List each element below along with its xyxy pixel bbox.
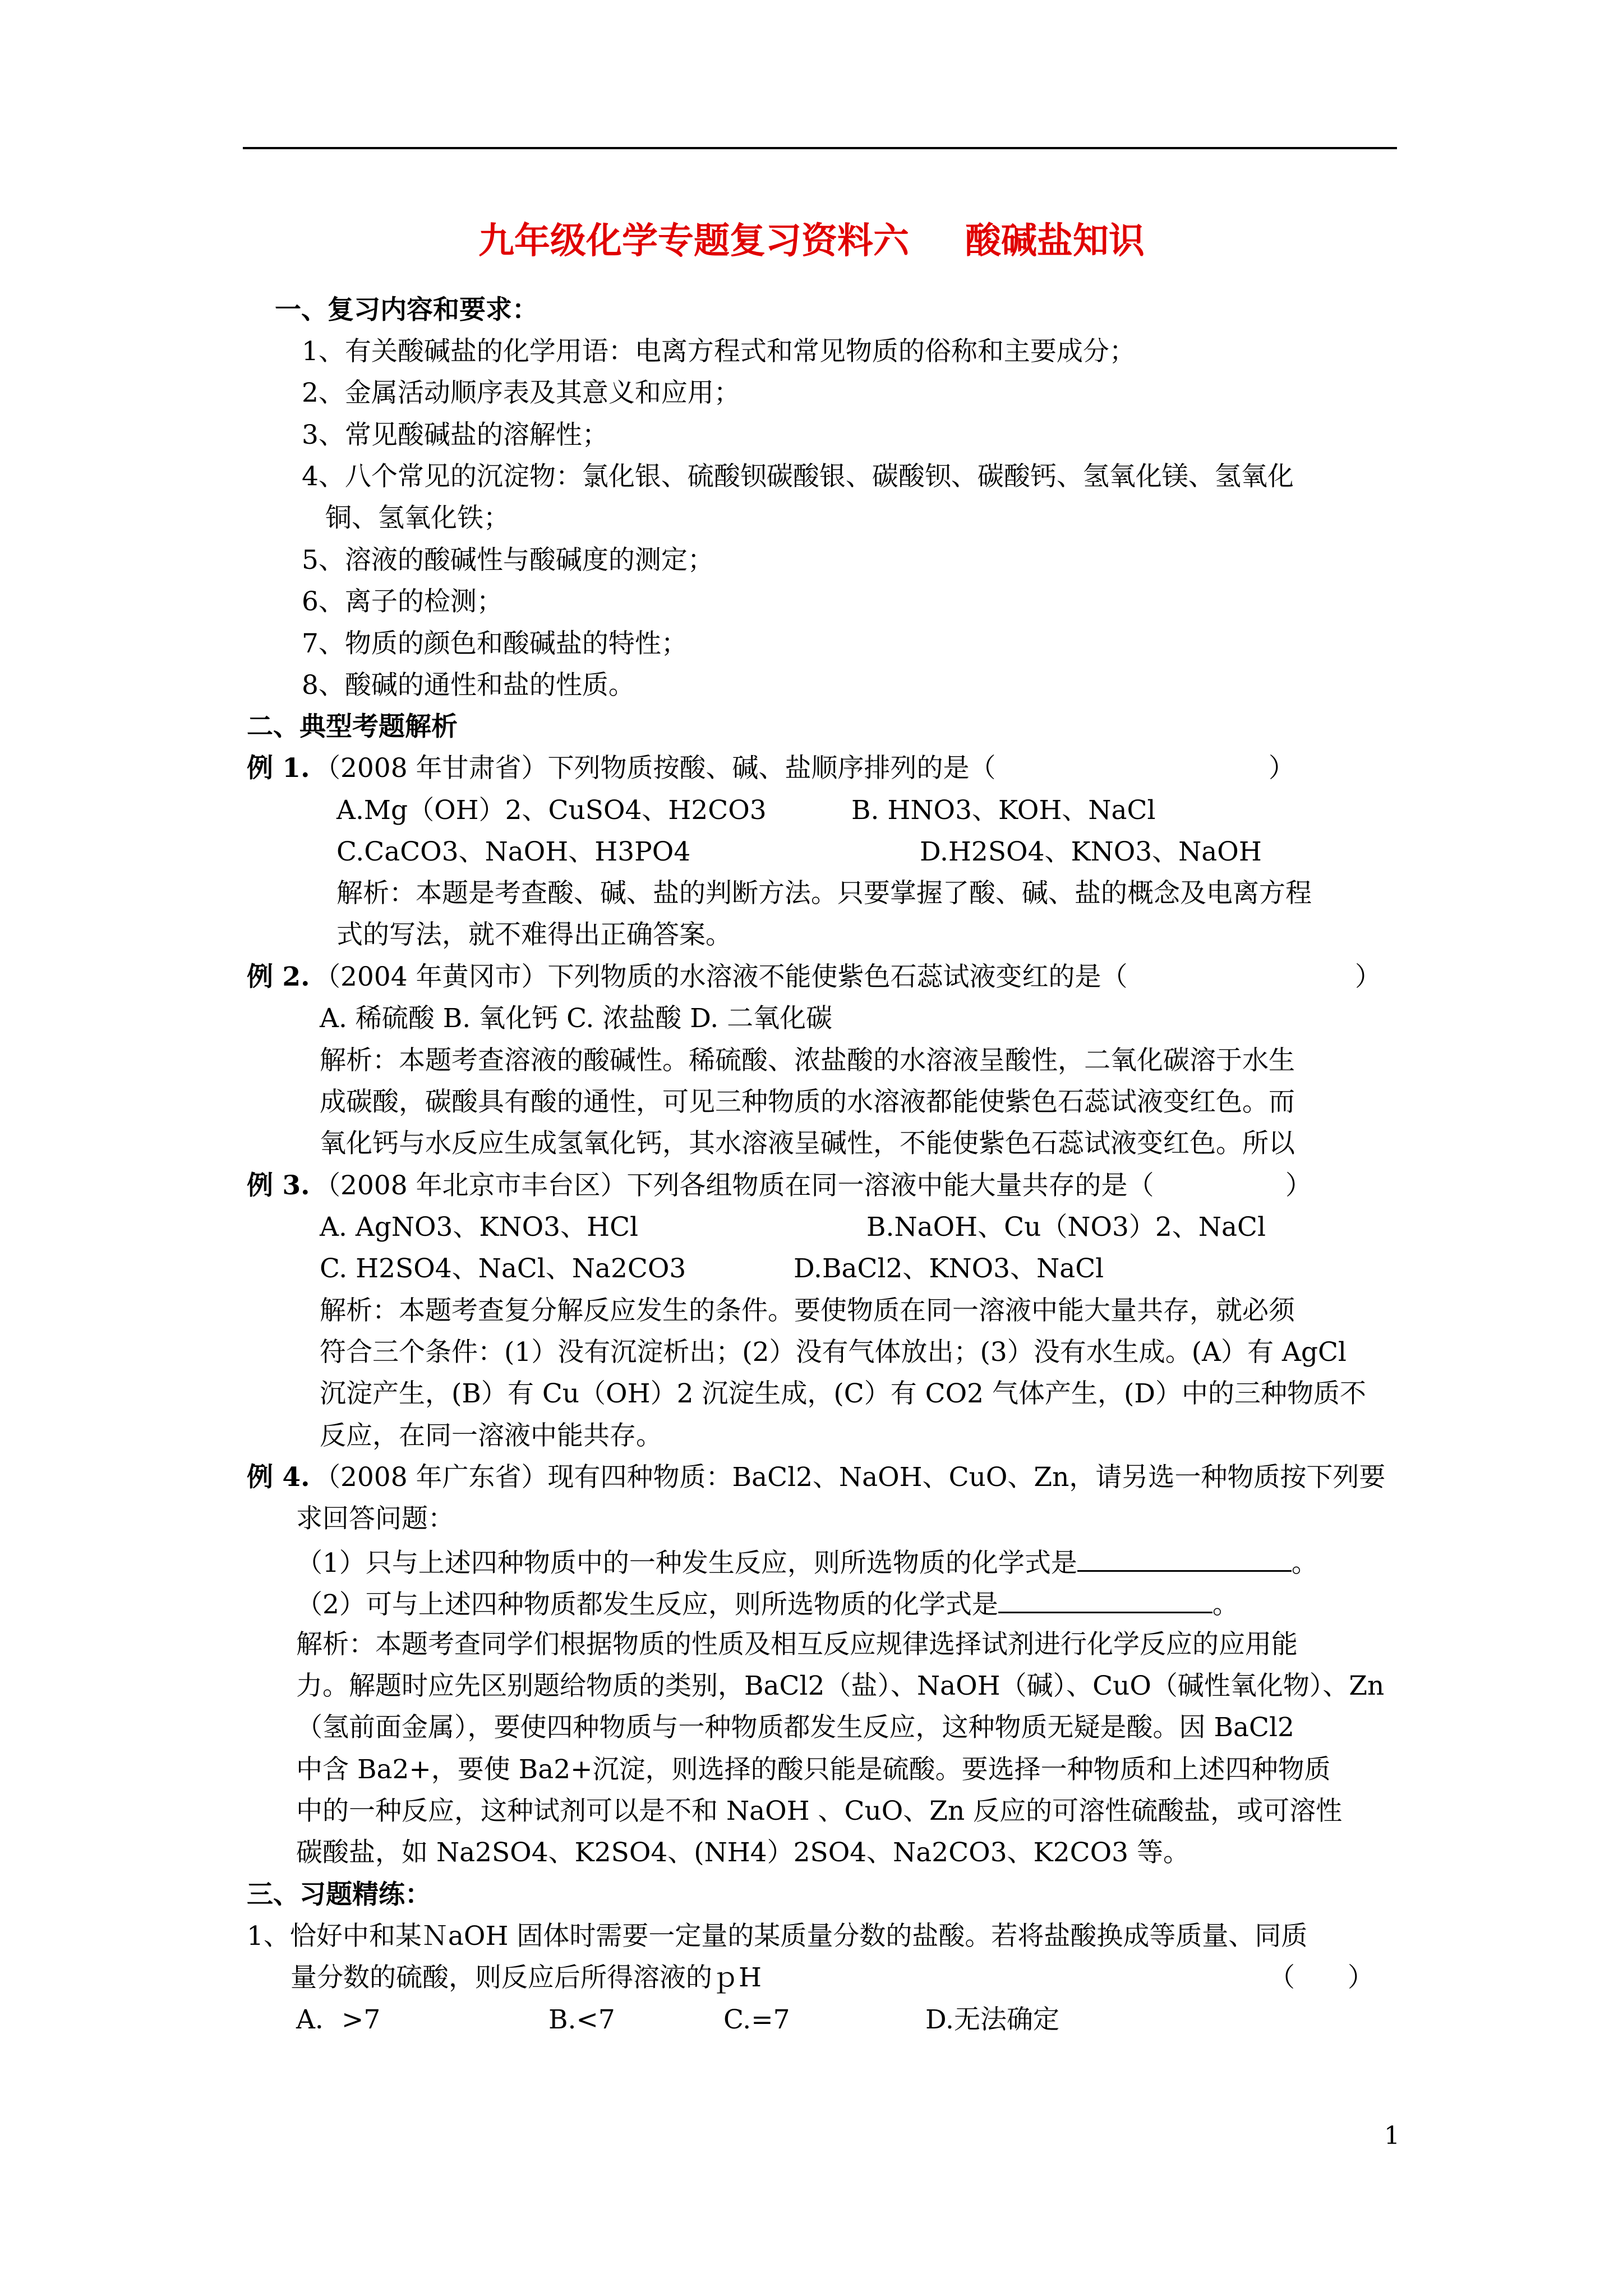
example2-analysis: 成碳酸，碳酸具有酸的通性，可见三种物质的水溶液都能使紫色石蕊试液变红色。而 xyxy=(320,1087,1295,1117)
example4-label: 例 4. xyxy=(247,1462,310,1493)
example4-sub2 xyxy=(296,1582,1239,1625)
section1-item: 8、酸碱的通性和盐的性质。 xyxy=(302,670,635,701)
answer-blank-2[interactable] xyxy=(998,1582,1212,1613)
section1-item: 3、常见酸碱盐的溶解性； xyxy=(302,420,608,450)
example2-analysis: 氧化钙与水反应生成氢氧化钙，其水溶液呈碱性，不能使紫色石蕊试液变红色。所以 xyxy=(320,1128,1295,1159)
example4-analysis: （氢前面金属），要使四种物质与一种物质都发生反应，这种物质无疑是酸。因 BaCl2 xyxy=(296,1712,1294,1743)
example2-label: 例 2. xyxy=(247,961,310,992)
section1-item: 2、金属活动顺序表及其意义和应用； xyxy=(302,378,740,408)
example3-analysis: 符合三个条件：(1）没有沉淀析出；(2）没有气体放出；(3）没有水生成。(A）有 AgCl xyxy=(320,1337,1347,1368)
section1-item: 铜、氢氧化铁； xyxy=(325,503,510,533)
exercise1-option-a: A．>7 xyxy=(296,2004,381,2035)
example1-option-d: D.H2SO4、KNO3、NaOH xyxy=(920,836,1262,867)
example4-question: （2008 年广东省）现有四种物质：BaCl2、NaOH、CuO、Zn，请另选一种物质按下列要 xyxy=(314,1462,1386,1493)
example3-question: （2008 年北京市丰台区）下列各组物质在同一溶液中能大量共存的是（ xyxy=(314,1170,1154,1201)
example2-question: （2004 年黄冈市）下列物质的水溶液不能使紫色石蕊试液变红的是（ xyxy=(314,961,1128,992)
example4-analysis: 解析：本题考查同学们根据物质的性质及相互反应规律选择试剂进行化学反应的应用能 xyxy=(296,1629,1298,1660)
example3-option-d: D.BaCl2、KNO3、NaCl xyxy=(794,1253,1104,1284)
section1-item: 7、物质的颜色和酸碱盐的特性； xyxy=(302,628,688,659)
example1-option-b: B. HNO3、KOH、NaCl xyxy=(851,795,1156,826)
example4-analysis: 碳酸盐，如 Na2SO4、K2SO4、(NH4）2SO4、Na2CO3、K2CO3 等。 xyxy=(296,1837,1189,1868)
example3-option-c: C. H2SO4、NaCl、Na2CO3 xyxy=(320,1253,686,1284)
exercise1-option-c: C.=7 xyxy=(723,2004,790,2035)
example4-question: 求回答问题： xyxy=(296,1503,454,1534)
exercise1-answer-paren: （ ） xyxy=(1269,1962,1374,1993)
exercise1-option-d: D.无法确定 xyxy=(925,2004,1059,2035)
example4-sub2-end: 。 xyxy=(1212,1589,1239,1620)
title-main: 九年级化学专题复习资料六 xyxy=(478,220,909,262)
example3-option-b: B.NaOH、Cu（NO3）2、NaCl xyxy=(866,1212,1266,1243)
exercise1-option-b: B.<7 xyxy=(548,2004,615,2035)
example1-analysis: 式的写法，就不难得出正确答案。 xyxy=(336,919,732,950)
example4-analysis: 中含 Ba2+，要使 Ba2+沉淀，则选择的酸只能是硫酸。要选择一种物质和上述四种物质 xyxy=(296,1754,1331,1785)
example3-analysis: 反应，在同一溶液中能共存。 xyxy=(320,1420,662,1451)
title-topic: 酸碱盐知识 xyxy=(965,220,1145,262)
example4-sub1-text: （1）只与上述四种物质中的一种发生反应，则所选物质的化学式是 xyxy=(296,1548,1077,1579)
example1-option-c: C.CaCO3、NaOH、H3PO4 xyxy=(336,836,691,867)
exercise1-question: 1、恰好中和某ＮaOH 固体时需要一定量的某质量分数的盐酸。若将盐酸换成等质量、同质 xyxy=(247,1921,1308,1952)
section1-item: 1、有关酸碱盐的化学用语：电离方程式和常见物质的俗称和主要成分； xyxy=(302,336,1136,367)
example4-sub1 xyxy=(296,1541,1318,1584)
section1-item: 4、八个常见的沉淀物：氯化银、硫酸钡碳酸银、碳酸钡、碳酸钙、氢氧化镁、氢氧化 xyxy=(302,461,1294,492)
example4-sub1-end: 。 xyxy=(1291,1548,1318,1579)
exercise1-question: 量分数的硫酸，则反应后所得溶液的ｐH xyxy=(291,1962,762,1993)
section1-item: 5、溶液的酸碱性与酸碱度的测定； xyxy=(302,545,714,576)
section2-heading: 二、典型考题解析 xyxy=(247,711,458,742)
example1-option-a: A.Mg（OH）2、CuSO4、H2CO3 xyxy=(336,795,767,826)
answer-blank-1[interactable] xyxy=(1077,1541,1292,1572)
page-title xyxy=(0,216,1623,266)
example1-paren-close: ） xyxy=(1269,753,1295,784)
example4-analysis: 中的一种反应，这种试剂可以是不和 NaOH 、CuO、Zn 反应的可溶性硫酸盐，或可溶性 xyxy=(296,1796,1343,1826)
section1-item: 6、离子的检测； xyxy=(302,586,503,617)
example3-analysis: 沉淀产生，(B）有 Cu（OH）2 沉淀生成，(C）有 CO2 气体产生，(D）中的三种物质不 xyxy=(320,1378,1366,1409)
example4-analysis: 力。解题时应先区别题给物质的类别，BaCl2（盐）、NaOH（碱）、CuO（碱性氧化物）、Zn xyxy=(296,1671,1385,1701)
example3-analysis: 解析：本题考查复分解反应发生的条件。要使物质在同一溶液中能大量共存，就必须 xyxy=(320,1295,1295,1326)
page-number: 1 xyxy=(1384,2122,1400,2150)
example1-question: （2008 年甘肃省）下列物质按酸、碱、盐顺序排列的是（ xyxy=(314,753,996,784)
example2-options: A. 稀硫酸 B. 氧化钙 C. 浓盐酸 D. 二氧化碳 xyxy=(320,1003,833,1034)
example2-paren-close: ） xyxy=(1355,961,1381,992)
example2-analysis: 解析：本题考查溶液的酸碱性。稀硫酸、浓盐酸的水溶液呈酸性，二氧化碳溶于水生 xyxy=(320,1045,1295,1076)
example3-option-a: A. AgNO3、KNO3、HCl xyxy=(320,1212,639,1243)
example3-paren-close: ） xyxy=(1285,1170,1312,1201)
header-rule xyxy=(243,147,1397,149)
example1-label: 例 1. xyxy=(247,753,310,784)
example1-analysis: 解析：本题是考查酸、碱、盐的判断方法。只要掌握了酸、碱、盐的概念及电离方程 xyxy=(336,878,1312,909)
example3-label: 例 3. xyxy=(247,1170,310,1201)
section3-heading: 三、习题精练： xyxy=(247,1879,431,1910)
section1-heading: 一、复习内容和要求： xyxy=(275,295,538,325)
example4-sub2-text: （2）可与上述四种物质都发生反应，则所选物质的化学式是 xyxy=(296,1589,998,1620)
